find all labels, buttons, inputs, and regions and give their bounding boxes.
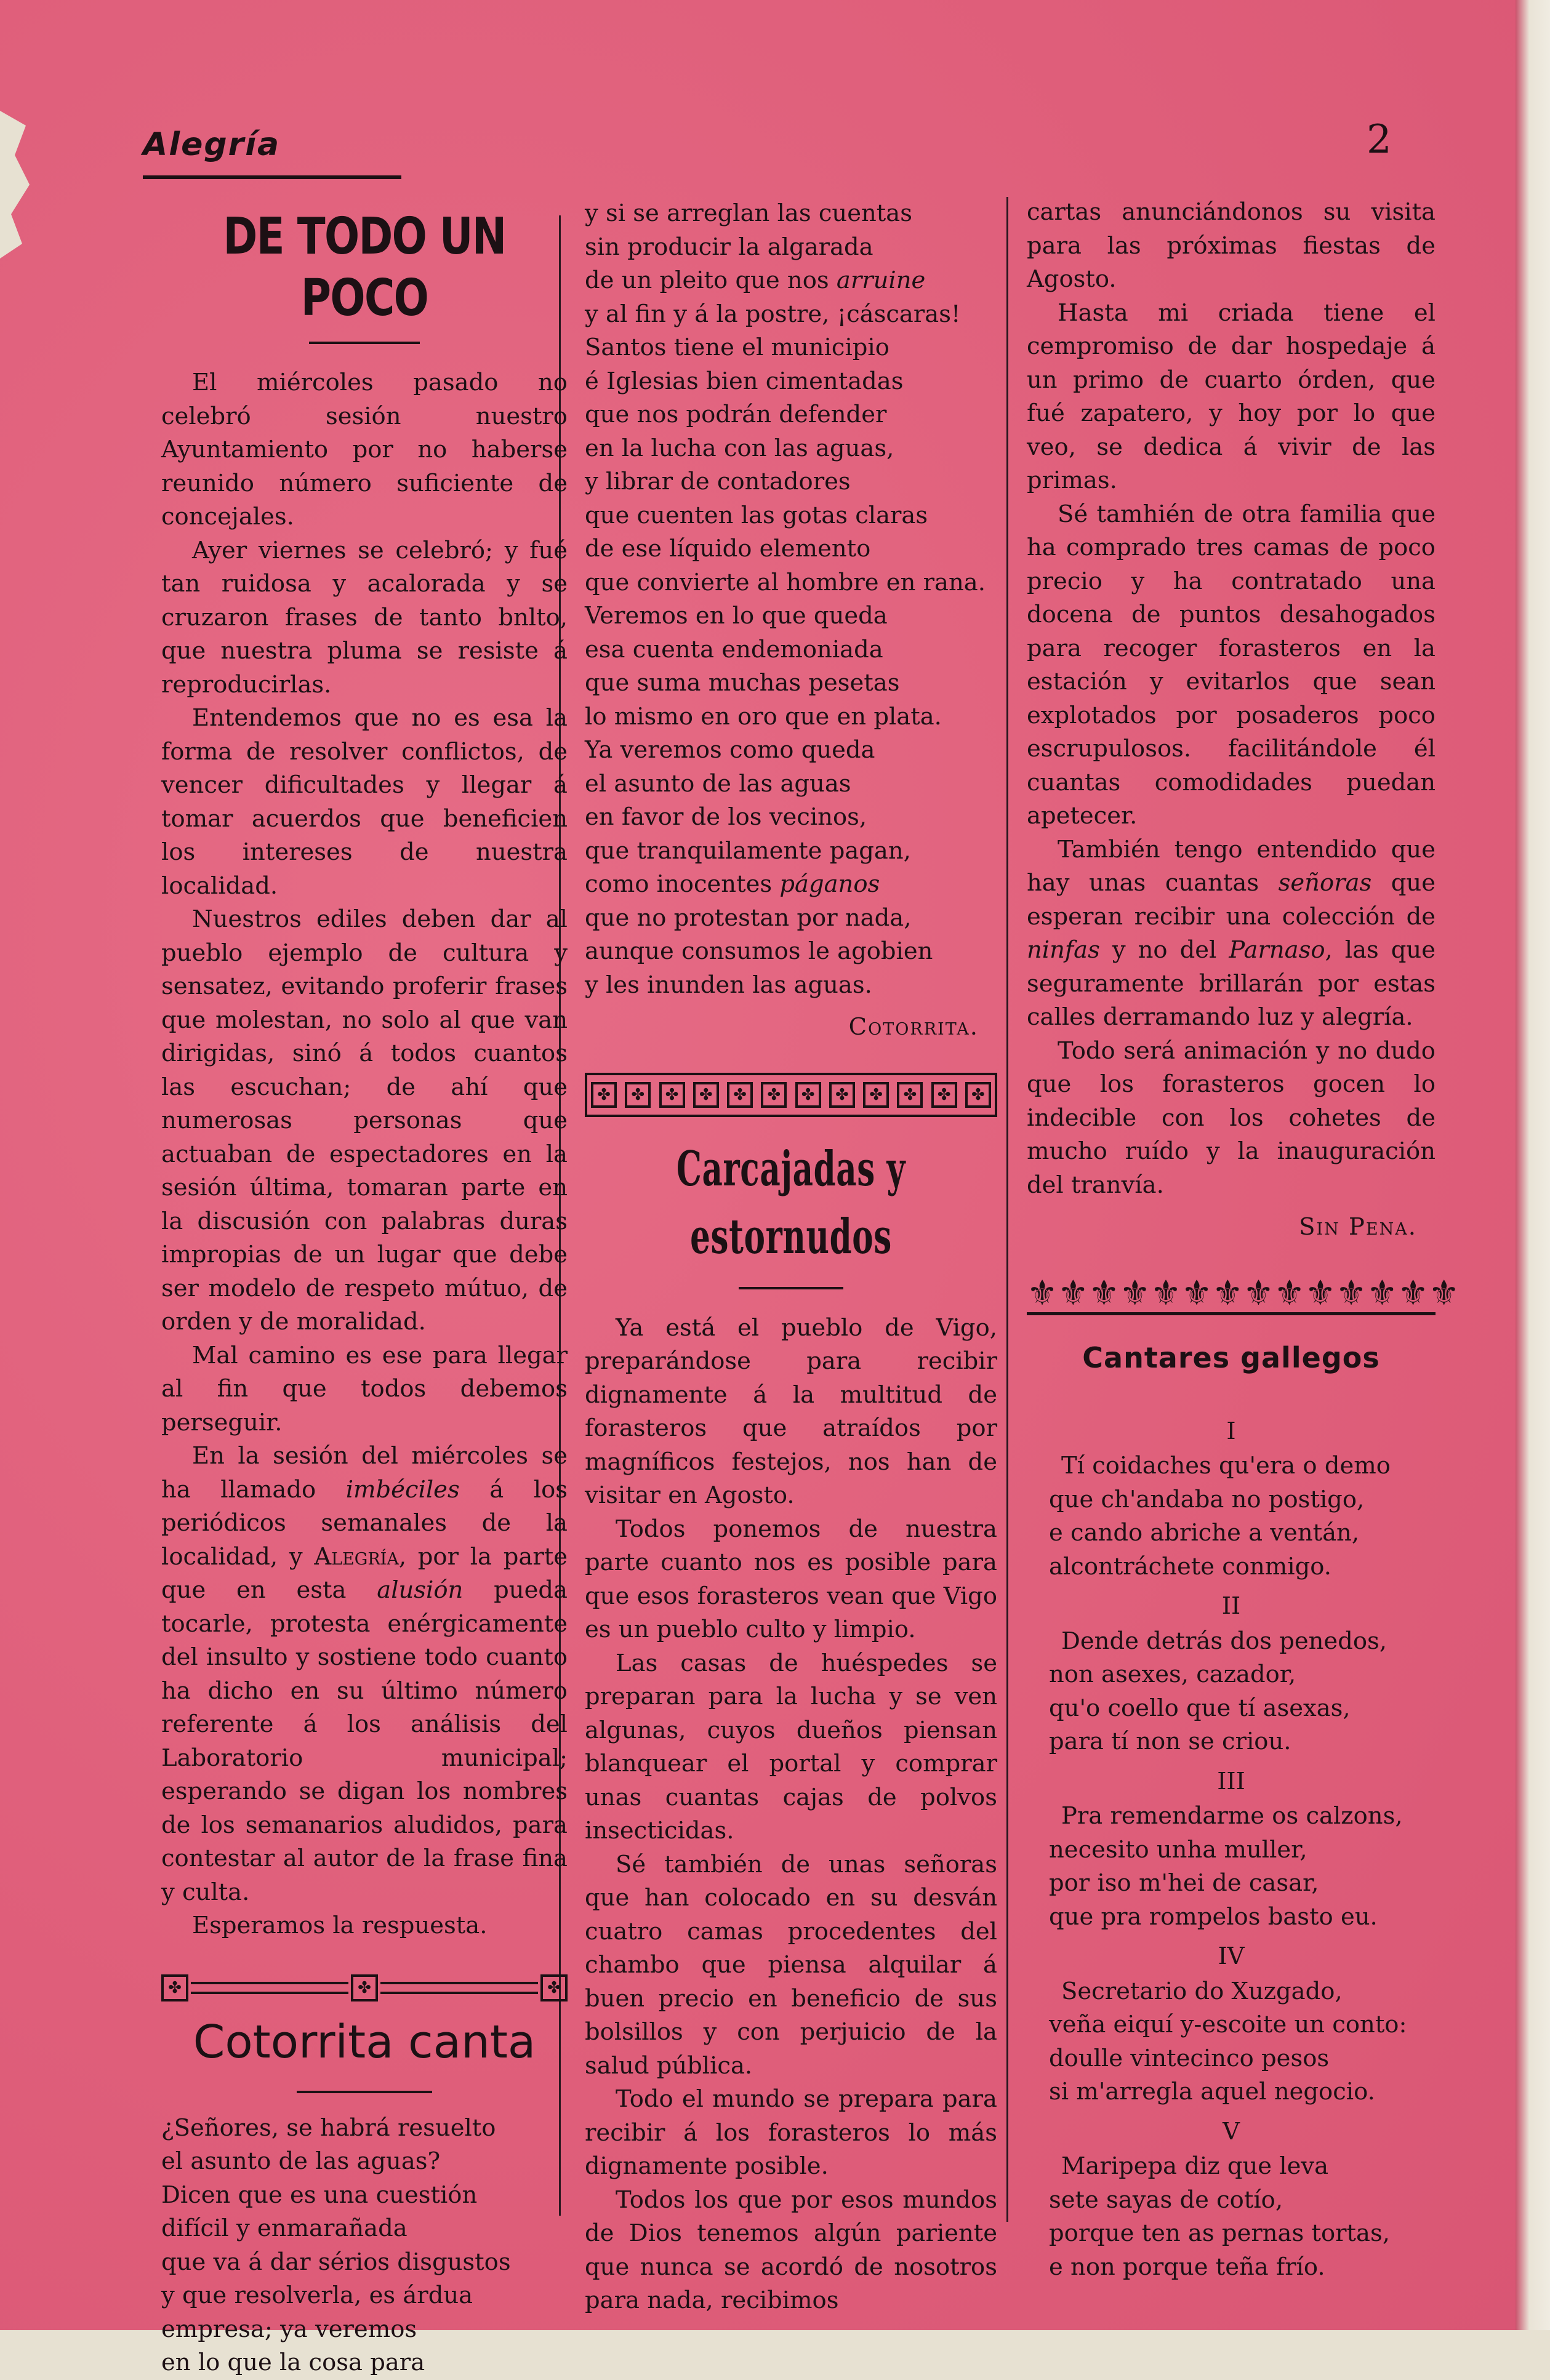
- verse-line: que cuenten las gotas claras: [585, 501, 928, 529]
- verse-line: y si se arreglan las cuentas: [585, 199, 912, 227]
- verse-line: en la lucha con las aguas,: [585, 434, 894, 462]
- ornament-square-icon: ✤: [351, 1974, 378, 2001]
- spacer: [1027, 1379, 1436, 1409]
- verse-line: Pra remendarme os calzons,: [1061, 1802, 1403, 1830]
- ornament-square-icon: ✤: [863, 1082, 889, 1108]
- column-divider: [1006, 197, 1008, 2222]
- palmette-icon: ⚜: [1181, 1273, 1213, 1313]
- verse-line: ¿Señores, se habrá resuelto: [161, 2114, 496, 2142]
- stanza-number: V: [1223, 2117, 1240, 2146]
- palmette-icon: ⚜: [1397, 1273, 1429, 1313]
- palmette-icon: ⚜: [1027, 1273, 1058, 1313]
- palmette-icon: ⚜: [1274, 1273, 1305, 1313]
- palmette-icon: ⚜: [1243, 1273, 1274, 1313]
- stanza-list: [1027, 1415, 1436, 2285]
- paragraph: Todos ponemos de nuestra parte cuanto nos es posible para que esos forasteros vean que Vigo es un pueblo culto y limpio.: [585, 1515, 997, 1643]
- verse-line: Veremos en lo que queda: [585, 602, 888, 630]
- headline-cantares-gallegos: Cantares gallegos: [1082, 1340, 1380, 1374]
- paragraph: Sé tamhién de otra familia que ha comprado tres camas de poco precio y ha contratado una docena de puntos desahogados para recoger forasteros en la estación y evitarlos que sean explotados por posaderos poco escrupulosos. facilitándole él cuantas comodidades puedan apetecer.: [1027, 500, 1436, 830]
- verse-line: Santos tiene el municipio: [585, 334, 889, 361]
- verse-line: [585, 868, 997, 902]
- verse-block: [161, 2112, 568, 2380]
- verse-line: que nos podrán defender: [585, 401, 887, 428]
- ornament-palm-border: [1027, 1263, 1460, 1315]
- paragraph: Todo será animación y no dudo que los forasteros gocen lo indecible con los cohetes de mucho ruído y la inauguración del tranvía.: [1027, 1036, 1436, 1199]
- ornament-square-icon: ✤: [795, 1082, 821, 1108]
- signature: Sin Pena.: [1299, 1213, 1417, 1241]
- verse-line: que convierte al hombre en rana.: [585, 568, 986, 596]
- paragraph: Las casas de huéspedes se preparan para la lucha y se ven algunas, cuyos dueños piensan blanquear el portal y comprar unas cuantas cajas de polvos insecticidas.: [585, 1649, 997, 1845]
- page-number: 2: [1367, 117, 1392, 162]
- paragraph: Entendemos que no es esa la forma de resolver conflictos, de vencer dificultades y llegar á tomar acuerdos que beneficien los intereses de nuestra localidad.: [161, 704, 568, 900]
- column-2: [585, 197, 997, 2318]
- verse-line: que ch'andaba no postigo,: [1049, 1485, 1365, 1513]
- stanza-number: II: [1221, 1592, 1241, 1620]
- ornament-square-icon: ✤: [727, 1082, 753, 1108]
- text-run: á los periódicos semanales de la localidad, y: [161, 1475, 568, 1571]
- ornament-square-icon: ✤: [659, 1082, 685, 1108]
- ornament-square-icon: ✤: [931, 1082, 957, 1108]
- text-run: como inocentes: [585, 870, 780, 898]
- verse-line: si m'arregla aquel negocio.: [1049, 2078, 1375, 2106]
- paragraph: Ayer viernes se celebró; y fué tan ruidosa y acalorada y se cruzaron frases de tanto bnlto, que nuestra pluma se resiste á reproducirlas.: [161, 536, 568, 699]
- verse-line: que no protestan por nada,: [585, 904, 912, 932]
- paragraph: Hasta mi criada tiene el cempromiso de dar hospedaje á un primo de cuarto órden, que fué zapatero, y hoy por lo que veo, se dedica á vivir de las primas.: [1027, 299, 1436, 494]
- palmette-icon: ⚜: [1336, 1273, 1367, 1313]
- ornament-square-icon: ✤: [591, 1082, 617, 1108]
- verse-block: [585, 197, 997, 1002]
- verse-line: que suma muchas pesetas: [585, 669, 900, 697]
- verse-line: doulle vintecinco pesos: [1049, 2044, 1330, 2072]
- verse-line: el asunto de las aguas?: [161, 2147, 441, 2175]
- italic-run: ninfas: [1027, 936, 1100, 964]
- verse-line: por iso m'hei de casar,: [1049, 1869, 1319, 1897]
- palmette-icon: ⚜: [1119, 1273, 1150, 1313]
- verse-line: necesito unha muller,: [1049, 1835, 1307, 1864]
- text-run: También tengo entendido que hay unas cuantas: [1027, 835, 1436, 897]
- verse-line: y librar de contadores: [585, 468, 851, 495]
- masthead: [143, 126, 401, 182]
- ornament-line: [380, 1982, 538, 1994]
- text-run: , las que seguramente brillarán por estas calles derramando luz y alegría.: [1027, 936, 1436, 1031]
- paragraph: Todo el mundo se prepara para recibir á los forasteros lo más dignamente posible.: [585, 2085, 997, 2180]
- italic-run: señoras: [1278, 869, 1372, 897]
- verse-line: Maripepa diz que leva: [1061, 2152, 1329, 2180]
- verse-line: Dicen que es una cuestión: [161, 2181, 478, 2209]
- ornament-square-icon: ✤: [625, 1082, 651, 1108]
- ornament-square-icon: ✤: [693, 1082, 719, 1108]
- paragraph: Ya está el pueblo de Vigo, preparándose para recibir dignamente á la multitud de forasteros que atraídos por magníficos festejos, nos han de visitar en Agosto.: [585, 1313, 997, 1509]
- paragraph: El miércoles pasado no celebró sesión nuestro Ayuntamiento por no haberse reunido número suficiente de concejales.: [161, 369, 568, 531]
- text-run: pueda tocarle, protesta enérgicamente del insulto y sostiene todo cuanto ha dicho en su último número referente á los análisis del Laboratorio municipal; esperando se digan los nombres de los semanarios aludidos, para contestar al autor de la frase fina y culta.: [161, 1576, 568, 1906]
- palmette-icon: ⚜: [1088, 1273, 1120, 1313]
- verse-line: Ya veremos como queda: [585, 736, 875, 764]
- paragraph: Sé también de unas señoras que han colocado en su desván cuatro camas procedentes del chambo que piensa alquilar á buen precio en beneficio de sus bolsillos y con perjuicio de la salud pública.: [585, 1850, 997, 2080]
- ornament-square-icon: ✤: [540, 1974, 568, 2001]
- headline-cotorrita-canta: Cotorrita canta: [193, 2015, 536, 2069]
- ornament-square-icon: ✤: [897, 1082, 923, 1108]
- masthead-title: Alegría: [143, 126, 281, 163]
- text-run: de un pleito que nos: [585, 266, 837, 294]
- verse-line: e cando abriche a ventán,: [1049, 1519, 1360, 1547]
- text-run: que esperan recibir una colección de: [1027, 869, 1436, 931]
- ornament-square-icon: ✤: [161, 1974, 188, 2001]
- verse-line: el asunto de las aguas: [585, 769, 851, 798]
- verse-line: [585, 264, 997, 298]
- headline-rule: [297, 2091, 432, 2093]
- headline-rule: [739, 1287, 843, 1289]
- verse-line: y les inunden las aguas.: [585, 971, 872, 999]
- paragraph: Todos los que por esos mundos de Dios tenemos algún pariente que nunca se acordó de nosotros para nada, recibimos: [585, 2186, 997, 2314]
- verse-line: veña eiquí y-escoite un conto:: [1049, 2011, 1407, 2038]
- italic-run: arruine: [836, 266, 926, 294]
- ornament-line: [191, 1982, 348, 1994]
- verse-line: Secretario do Xuzgado,: [1061, 1977, 1343, 2005]
- italic-run: alusión: [377, 1576, 464, 1604]
- verse-line: Tí coidaches qu'era o demo: [1061, 1452, 1391, 1480]
- verse-line: sin producir la algarada: [585, 233, 873, 261]
- verse-line: que tranquilamente pagan,: [585, 836, 911, 865]
- headline-de-todo-un-poco: DE TODO UN POCO: [223, 207, 506, 327]
- paragraph: Nuestros ediles deben dar al pueblo ejemplo de cultura y sensatez, evitando proferir frases que molestan, no solo al que van dirigidas, sinó á todos cuantos las escuchan; de ahí que numerosas personas que actuaban de espectadores en la sesión última, tomaran parte en la discusión con palabras duras impropias de un lugar que debe ser modelo de respeto mútuo, de orden y de moralidad.: [161, 905, 568, 1336]
- verse-line: que pra rompelos basto eu.: [1049, 1902, 1378, 1931]
- verse-line: en favor de los vecinos,: [585, 803, 867, 831]
- stanza-number: I: [1226, 1417, 1236, 1445]
- stanza-number: III: [1217, 1767, 1245, 1795]
- ornament-rule: [585, 1073, 997, 1117]
- verse-line: que va á dar sérios disgustos: [161, 2248, 511, 2276]
- paragraph: Mal camino es ese para llegar al fin que todos debemos perseguir.: [161, 1341, 568, 1436]
- ornament-square-icon: ✤: [965, 1082, 991, 1108]
- verse-line: esa cuenta endemoniada: [585, 635, 883, 663]
- palmette-icon: ⚜: [1428, 1273, 1460, 1313]
- verse-line: difícil y enmarañada: [161, 2214, 408, 2242]
- verse-line: de ese líquido elemento: [585, 535, 871, 563]
- paragraph: Esperamos la respuesta.: [192, 1912, 488, 1939]
- verse-line: para tí non se criou.: [1049, 1728, 1291, 1755]
- ornament-square-icon: ✤: [829, 1082, 855, 1108]
- verse-line: é Iglesias bien cimentadas: [585, 367, 904, 395]
- verse-line: sete sayas de cotío,: [1049, 2186, 1283, 2214]
- headline-carcajadas-y-estornudos: Carcajadas y estornudos: [676, 1140, 906, 1265]
- palmette-icon: ⚜: [1212, 1273, 1243, 1313]
- column-3: [1027, 196, 1460, 2284]
- stanza-number: IV: [1218, 1942, 1245, 1970]
- verse-line: non asexes, cazador,: [1049, 1661, 1296, 1688]
- palmette-icon: ⚜: [1304, 1273, 1336, 1313]
- verse-line: y al fin y á la postre, ¡cáscaras!: [585, 300, 961, 328]
- paragraph: cartas anunciándonos su visita para las próximas fiestas de Agosto.: [1027, 198, 1436, 293]
- text-run: , por la parte que en esta: [161, 1542, 568, 1604]
- verse-line: lo mismo en oro que en plata.: [585, 702, 942, 731]
- italic-run: Parnaso: [1229, 936, 1325, 964]
- verse-line: alcontráchete conmigo.: [1049, 1552, 1332, 1581]
- paragraph: [1027, 833, 1436, 1035]
- verse-line: y que resolverla, es árdua: [161, 2282, 473, 2309]
- headline-rule: [309, 342, 420, 344]
- verse-line: qu'o coello que tí asexas,: [1049, 1694, 1351, 1722]
- verse-line: porque ten as pernas tortas,: [1049, 2219, 1390, 2247]
- text-run: En la sesión del miércoles se ha llamado: [161, 1442, 568, 1504]
- ornament-square-icon: ✤: [761, 1082, 787, 1108]
- paragraph: [161, 1440, 568, 1909]
- verse-line: aunque consumos le agobien: [585, 937, 933, 965]
- verse-line: e non porque teña frío.: [1049, 2253, 1325, 2281]
- palmette-icon: ⚜: [1058, 1273, 1089, 1313]
- text-run: y no del: [1099, 936, 1229, 964]
- verse-line: en lo que la cosa para: [161, 2349, 425, 2376]
- small-caps-run: Alegría: [314, 1542, 399, 1571]
- palmette-icon: ⚜: [1367, 1273, 1398, 1313]
- column-1: [161, 206, 568, 2380]
- signature: Cotorrita.: [848, 1013, 979, 1041]
- page-edge: [1516, 0, 1550, 2330]
- verse-line: empresa; ya veremos: [161, 2315, 417, 2343]
- masthead-rule: [143, 175, 401, 179]
- verse-line: Dende detrás dos penedos,: [1061, 1627, 1387, 1655]
- palmette-icon: ⚜: [1150, 1273, 1182, 1313]
- italic-run: páganos: [779, 870, 880, 898]
- ornament-rule: [161, 1968, 568, 2008]
- italic-run: imbéciles: [345, 1475, 460, 1504]
